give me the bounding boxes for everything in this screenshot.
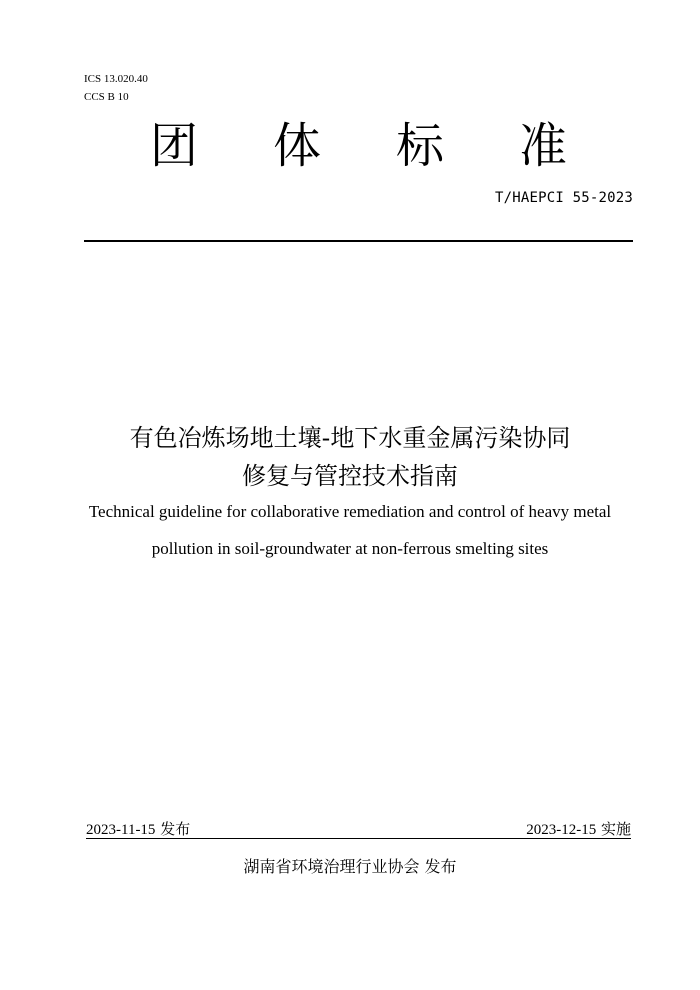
english-title-line-1: Technical guideline for collaborative remediation and control of heavy metal <box>88 502 612 521</box>
header-divider <box>84 240 633 242</box>
heading-char-3: 标 <box>396 118 445 174</box>
issue-label: 发布 <box>160 820 191 838</box>
issue-date: 2023-11-15 <box>86 822 156 838</box>
implement-date-block <box>526 818 631 839</box>
date-row <box>86 818 631 839</box>
english-title-line-2: pollution in soil-groundwater at non-ferrous smelting sites <box>151 539 549 558</box>
issue-date-block <box>86 818 190 839</box>
heading-char-4: 准 <box>519 118 568 174</box>
heading-char-1: 团 <box>150 118 199 174</box>
ics-code: ICS 13.020.40 <box>84 73 148 85</box>
chinese-title-line-1: 有色冶炼场地土壤-地下水重金属污染协同 <box>129 424 571 452</box>
heading-char-2: 体 <box>273 118 322 174</box>
ccs-code: CCS B 10 <box>84 91 129 103</box>
publisher-line: 湖南省环境治理行业协会 发布 <box>243 857 457 876</box>
implement-date: 2023-12-15 <box>526 822 597 838</box>
implement-label: 实施 <box>600 820 631 838</box>
chinese-title-line-2: 修复与管控技术指南 <box>242 462 458 490</box>
standard-number: T/HAEPCI 55-2023 <box>494 190 633 206</box>
